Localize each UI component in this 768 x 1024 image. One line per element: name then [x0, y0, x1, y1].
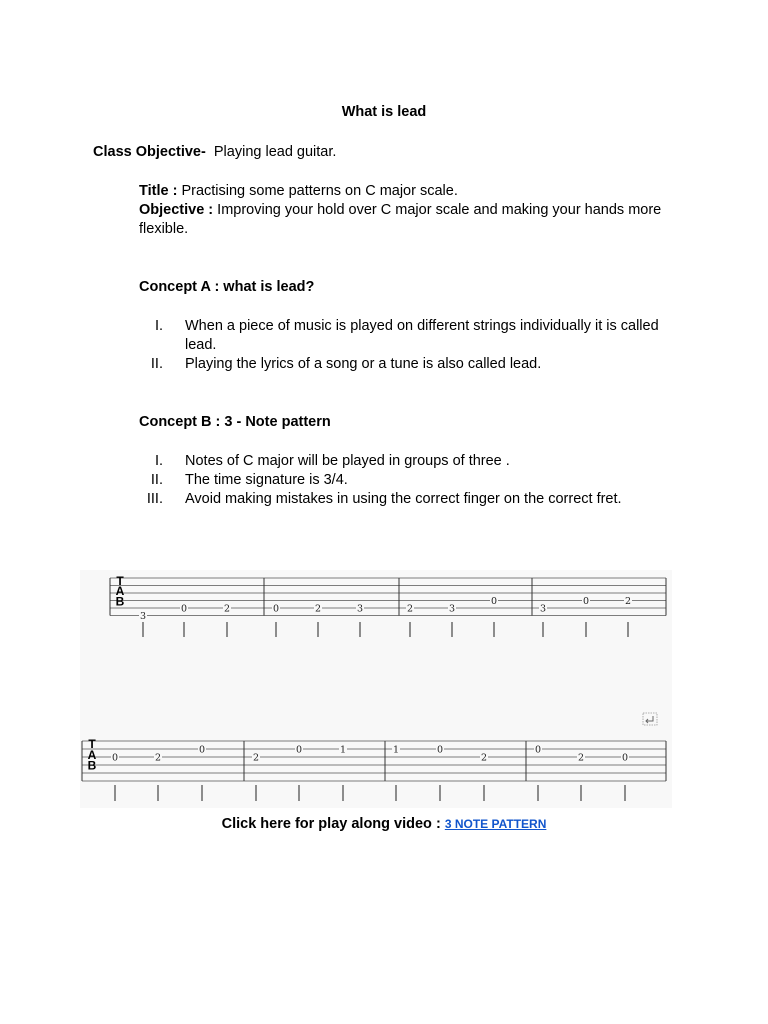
tab-fret-number: 0: [490, 596, 498, 607]
tab-fret-number: 2: [480, 752, 488, 764]
tab-fret-number: 3: [139, 611, 147, 622]
play-along-link[interactable]: 3 NOTE PATTERN: [444, 817, 547, 831]
tab-fret-number: 0: [534, 744, 542, 756]
lesson-objective: [139, 201, 679, 239]
tab-fret-number: 1: [392, 744, 400, 756]
concept-a-heading: Concept A : what is lead?: [139, 279, 315, 295]
list-item: [139, 317, 679, 355]
list-number: II.: [150, 356, 163, 372]
tab-fret-number: 0: [621, 752, 629, 764]
tab-clef-letter: B: [115, 594, 125, 609]
concept-b-heading: Concept B : 3 - Note pattern: [139, 414, 331, 430]
return-arrow-icon: [643, 713, 657, 725]
tab-fret-number: 3: [448, 603, 456, 615]
tab-fret-number: 0: [436, 744, 444, 756]
concept-b-list: [139, 452, 679, 509]
play-along: [0, 816, 768, 832]
tab-fret-number: 0: [111, 752, 119, 764]
list-text: Avoid making mistakes in using the correct finger on the correct fret.: [185, 491, 622, 507]
list-number: I.: [154, 318, 163, 334]
tab-fret-number: 3: [356, 603, 364, 615]
tab-fret-number: 2: [406, 603, 414, 615]
list-item: [139, 355, 679, 374]
tab-fret-number: 2: [624, 596, 632, 607]
tab-fret-number: 0: [582, 596, 590, 607]
list-number: III.: [146, 491, 163, 507]
list-number: I.: [154, 453, 163, 469]
tablature-image: [80, 570, 672, 808]
tab-fret-number: 0: [295, 744, 303, 756]
tab-fret-number: 0: [198, 744, 206, 756]
tab-fret-number: 2: [252, 752, 260, 764]
tab-fret-number: 2: [314, 603, 322, 615]
tab-fret-number: 2: [154, 752, 162, 764]
tab-fret-number: 3: [539, 603, 547, 615]
list-text: Playing the lyrics of a song or a tune is also called lead.: [185, 356, 542, 372]
tab-fret-number: 1: [339, 744, 347, 756]
list-number: II.: [150, 472, 163, 488]
tab-fret-number: 0: [272, 603, 280, 615]
tab-clef-letter: T: [88, 737, 96, 751]
tablature-svg: [80, 570, 672, 808]
list-item: [139, 452, 679, 471]
tab-clef-letter: A: [115, 584, 125, 599]
tab-clef-letter: T: [116, 574, 124, 588]
play-along-label: Click here for play along video :: [221, 816, 441, 832]
lesson-objective-label: Objective :: [139, 202, 214, 218]
lesson-title: [139, 182, 458, 201]
tab-fret-number: 2: [223, 603, 231, 615]
return-arrow-icon: [646, 716, 653, 723]
list-text: The time signature is 3/4.: [185, 472, 348, 488]
list-item: [139, 490, 679, 509]
lesson-title-label: Title :: [139, 183, 178, 199]
list-text: When a piece of music is played on different strings individually it is called lead.: [185, 318, 659, 353]
tab-fret-number: 0: [180, 603, 188, 615]
class-objective-label: Class Objective-: [93, 144, 206, 160]
concept-a-list: [139, 317, 679, 374]
list-text: Notes of C major will be played in groups of three .: [185, 453, 510, 469]
tab-fret-number: 2: [577, 752, 585, 764]
class-objective: [93, 143, 336, 162]
page-title: What is lead: [341, 104, 427, 120]
class-objective-value: Playing lead guitar.: [213, 144, 337, 160]
lesson-objective-value: Improving your hold over C major scale and making your hands more flexible.: [139, 202, 662, 237]
tab-clef-letter: B: [87, 758, 97, 773]
list-item: [139, 471, 679, 490]
lesson-title-value: Practising some patterns on C major scale.: [181, 183, 458, 199]
tab-clef-letter: A: [87, 747, 97, 762]
